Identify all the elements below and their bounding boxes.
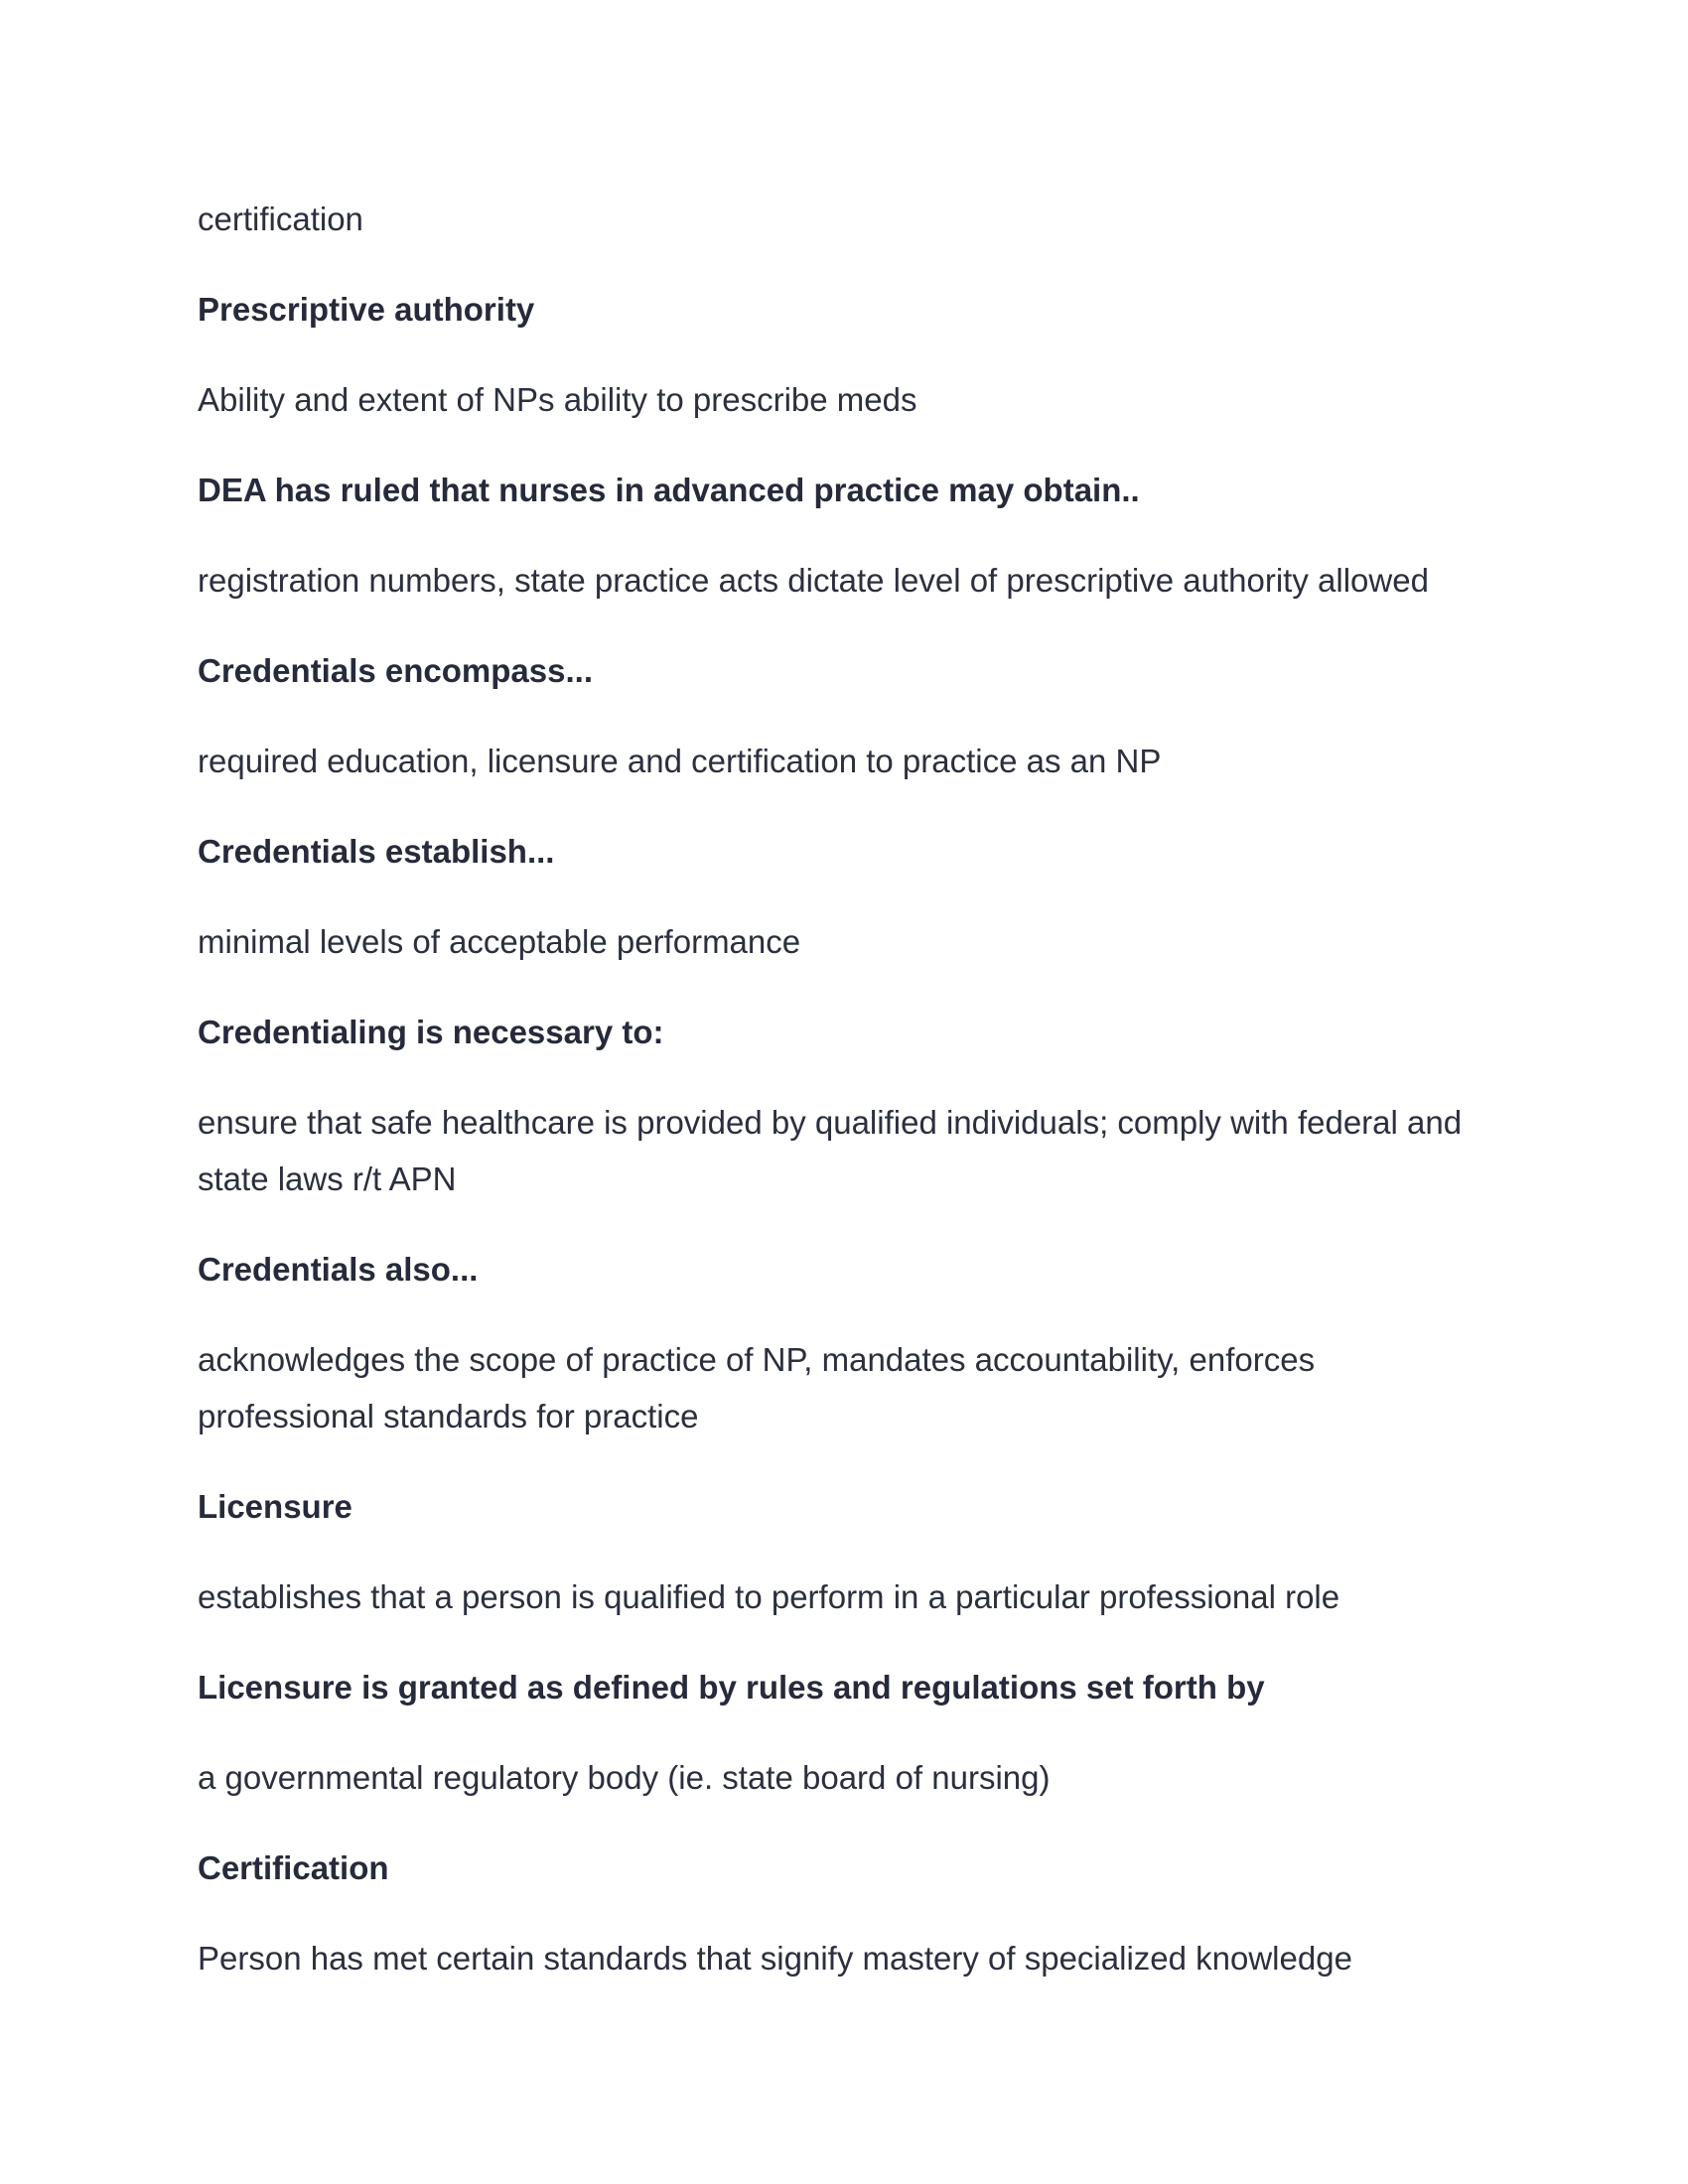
card-definition: acknowledges the scope of practice of NP, mandates accountability, enforces professional standards for practice <box>198 1341 1316 1434</box>
card-term: Prescriptive authority <box>198 291 535 328</box>
flashcard-text-body <box>198 191 1488 2020</box>
card-definition: Person has met certain standards that signify mastery of specialized knowledge <box>198 1940 1352 1977</box>
card-definition: registration numbers, state practice acts dictate level of prescriptive authority allowed <box>198 562 1429 599</box>
card-term: Licensure <box>198 1488 352 1525</box>
card-definition: establishes that a person is qualified to perform in a particular professional role <box>198 1578 1340 1615</box>
card-definition: required education, licensure and certification to practice as an NP <box>198 743 1162 779</box>
card-term: Credentialing is necessary to: <box>198 1014 664 1050</box>
card-definition: a governmental regulatory body (ie. state board of nursing) <box>198 1759 1051 1796</box>
card-term: Licensure is granted as defined by rules and regulations set forth by <box>198 1669 1265 1706</box>
card-definition: Ability and extent of NPs ability to prescribe meds <box>198 381 917 418</box>
continued-definition-text: certification <box>198 201 363 237</box>
card-definition: ensure that safe healthcare is provided by qualified individuals; comply with federal and state laws r/t APN <box>198 1104 1463 1197</box>
card-term: Credentials also... <box>198 1251 479 1288</box>
card-term: DEA has ruled that nurses in advanced practice may obtain.. <box>198 472 1140 508</box>
card-term: Certification <box>198 1849 389 1886</box>
card-term: Credentials encompass... <box>198 652 593 689</box>
card-definition: minimal levels of acceptable performance <box>198 923 801 960</box>
card-term: Credentials establish... <box>198 833 555 870</box>
